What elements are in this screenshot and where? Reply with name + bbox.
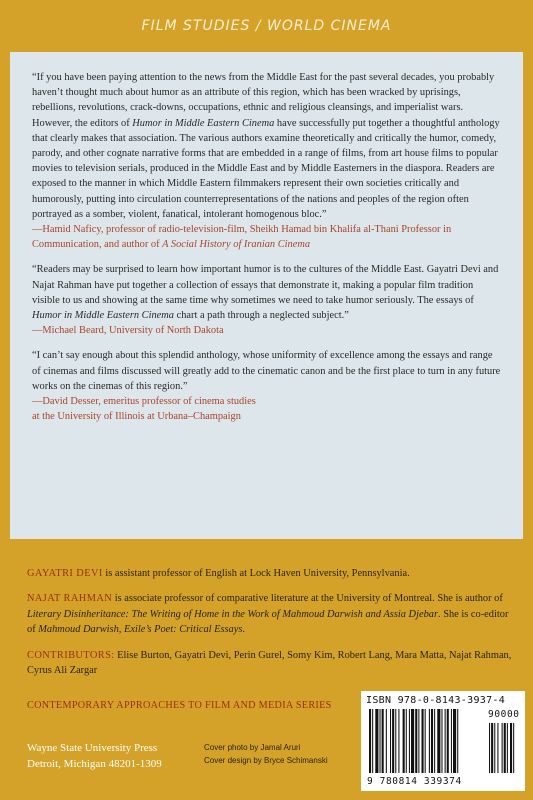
category-label: FILM STUDIES / WORLD CINEMA xyxy=(141,18,392,34)
quote-text: “Readers may be surprised to learn how important humor is to the cultures of the Middle East. Gayatri Devi and Najat Rahman have put together a collection of essays that demonstrate it, making a popular film tradition visible to us and showing at the same time why sometimes we need to take humor seriously. The essays of xyxy=(32,264,499,306)
ean-number: 9 780814 339374 xyxy=(367,776,462,787)
attribution-line: at the University of Illinois at Urbana–Champaign xyxy=(32,411,241,423)
blurb-panel xyxy=(10,52,523,539)
design-credit: Cover design by Bryce Schimanski xyxy=(204,756,328,765)
bio-devi xyxy=(27,566,517,581)
author-name: GAYATRI DEVI xyxy=(27,568,103,579)
addon-number: 90000 xyxy=(488,709,520,720)
header-band xyxy=(0,0,533,52)
attribution-desser xyxy=(32,394,501,424)
quote-text: “If you have been paying attention to the news from the Middle East for the past several decades, you probably haven’t thought much about humor as an attribute of this region, which has been wracked by uprisings, rebellions, revolutions, crack-downs, occupations, ethnic and religious cleansings, and imperialist wars. However, the editors of xyxy=(32,72,495,129)
contributors-list: Elise Burton, Gayatri Devi, Perin Gurel, Somy Kim, Robert Lang, Mara Matta, Najat Rahman, Cyrus Ali Zargar xyxy=(27,649,512,677)
contributors-label: CONTRIBUTORS: xyxy=(27,649,115,661)
author-name: NAJAT RAHMAN xyxy=(27,593,113,605)
series-name: CONTEMPORARY APPROACHES TO FILM AND MEDIA SERIES xyxy=(27,700,332,711)
book-title: Mahmoud Darwish, Exile’s Poet: Critical Essays xyxy=(38,624,243,636)
quote-beard xyxy=(32,262,501,323)
quote-text: have successfully put together a thoughtful anthology that clearly makes that association. The various authors examine theoretically and critically the humor, comedy, parody, and other cognate narrative forms that are embedded in a range of films, from art house films to popular movies to television serials, produced in the Middle East and by Middle Easterners in the diaspora. Readers are exposed to the manner in which Middle Eastern filmmakers represent their own societies critically and humorously, putting into circulation counterrepresentations of the nations and peoples of the region often portrayed as a somber, violent, fanatical, intolerant homogenous bloc.” xyxy=(32,117,500,220)
quote-text: chart a path through a neglected subject.” xyxy=(174,310,349,322)
bio-text: is assistant professor of English at Lock Haven University, Pennsylvania. xyxy=(102,568,410,579)
attribution-text: —Hamid Naficy, professor of radio-television-film, Sheikh Hamad bin Khalifa al-Thani Professor in Communication, and author of xyxy=(32,224,452,251)
attribution-naficy xyxy=(32,222,501,252)
photo-credit: Cover photo by Jamal Aruri xyxy=(204,743,301,752)
barcode-box xyxy=(361,691,525,791)
bio-rahman xyxy=(27,591,517,637)
publisher-name: Wayne State University Press xyxy=(27,742,158,754)
bio-text: . xyxy=(242,624,246,636)
attribution-book-title: A Social History of Iranian Cinema xyxy=(162,239,311,251)
cover-credits xyxy=(204,741,328,767)
contributors xyxy=(27,648,517,679)
book-title: Literary Disinheritance: The Writing of Home in the Work of Mahmoud Darwish and Assia Djebar xyxy=(27,608,438,620)
book-title: Humor in Middle Eastern Cinema xyxy=(32,310,174,322)
attribution-beard: —Michael Beard, University of North Dakota xyxy=(32,325,224,337)
bio-text: . She is co-editor of xyxy=(27,608,509,636)
publisher-block xyxy=(27,740,162,772)
author-bios xyxy=(27,566,517,688)
bio-text: is associate professor of comparative literature at the University of Montreal. She is author of xyxy=(112,593,503,605)
quote-naficy xyxy=(32,70,501,222)
publisher-address: Detroit, Michigan 48201-1309 xyxy=(27,758,162,770)
book-title: Humor in Middle Eastern Cinema xyxy=(132,117,275,129)
attribution-line: —David Desser, emeritus professor of cinema studies xyxy=(32,396,256,408)
quote-desser: “I can’t say enough about this splendid anthology, whose uniformity of excellence among the essays and range of cinemas and films discussed will greatly add to the cinematic canon and be the first place to turn in any future works on the cinemas of this region.” xyxy=(32,350,501,392)
isbn-text: ISBN 978-0-8143-3937-4 xyxy=(366,695,506,706)
